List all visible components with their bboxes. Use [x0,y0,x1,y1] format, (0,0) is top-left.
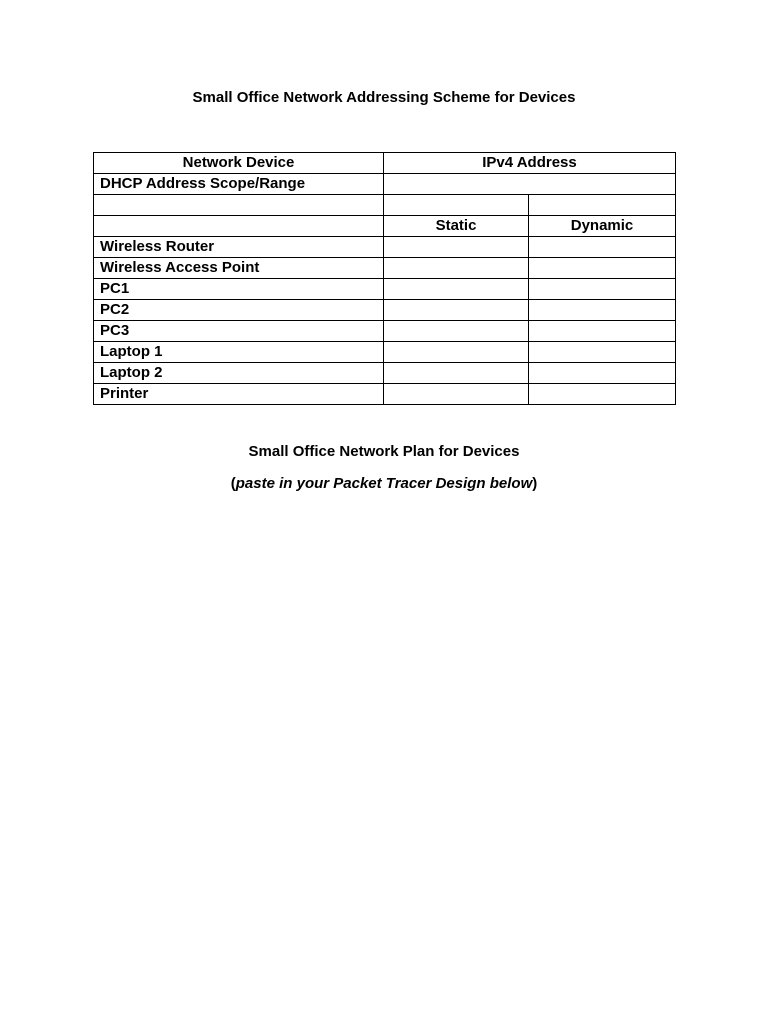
table-row [94,363,676,384]
dynamic-ip-cell[interactable] [529,300,676,321]
addressing-scheme-table [93,152,676,405]
network-plan-instruction [0,475,768,492]
table-row [94,384,676,405]
static-ip-cell[interactable] [384,258,529,279]
table-row [94,342,676,363]
subheader-dynamic: Dynamic [529,216,676,237]
blank-row [94,195,676,216]
subheader-static: Static [384,216,529,237]
device-name: Laptop 1 [94,342,384,363]
table-row [94,258,676,279]
dynamic-ip-cell[interactable] [529,342,676,363]
static-ip-cell[interactable] [384,321,529,342]
table-row [94,300,676,321]
dhcp-label: DHCP Address Scope/Range [94,174,384,195]
dhcp-row [94,174,676,195]
device-name: Laptop 2 [94,363,384,384]
addressing-scheme-title: Small Office Network Addressing Scheme for Devices [192,89,576,106]
device-name: Printer [94,384,384,405]
static-ip-cell[interactable] [384,300,529,321]
blank-cell [384,195,529,216]
blank-cell [94,216,384,237]
instruction-text: paste in your Packet Tracer Design below [235,475,533,492]
device-name: PC2 [94,300,384,321]
blank-cell [94,195,384,216]
network-plan-title: Small Office Network Plan for Devices [248,443,520,460]
table-row [94,237,676,258]
static-ip-cell[interactable] [384,363,529,384]
subheader-row [94,216,676,237]
dynamic-ip-cell[interactable] [529,237,676,258]
dynamic-ip-cell[interactable] [529,363,676,384]
device-name: Wireless Access Point [94,258,384,279]
dhcp-value-cell[interactable] [384,174,676,195]
dynamic-ip-cell[interactable] [529,321,676,342]
header-network-device: Network Device [94,153,384,174]
dynamic-ip-cell[interactable] [529,384,676,405]
dynamic-ip-cell[interactable] [529,258,676,279]
table-row [94,279,676,300]
close-paren: ) [532,475,538,492]
dynamic-ip-cell[interactable] [529,279,676,300]
static-ip-cell[interactable] [384,237,529,258]
blank-cell [529,195,676,216]
header-ipv4-address: IPv4 Address [384,153,676,174]
device-name: PC1 [94,279,384,300]
static-ip-cell[interactable] [384,384,529,405]
static-ip-cell[interactable] [384,279,529,300]
static-ip-cell[interactable] [384,342,529,363]
device-name: Wireless Router [94,237,384,258]
open-paren: ( [230,475,236,492]
table-row [94,321,676,342]
table-header-row [94,153,676,174]
device-name: PC3 [94,321,384,342]
